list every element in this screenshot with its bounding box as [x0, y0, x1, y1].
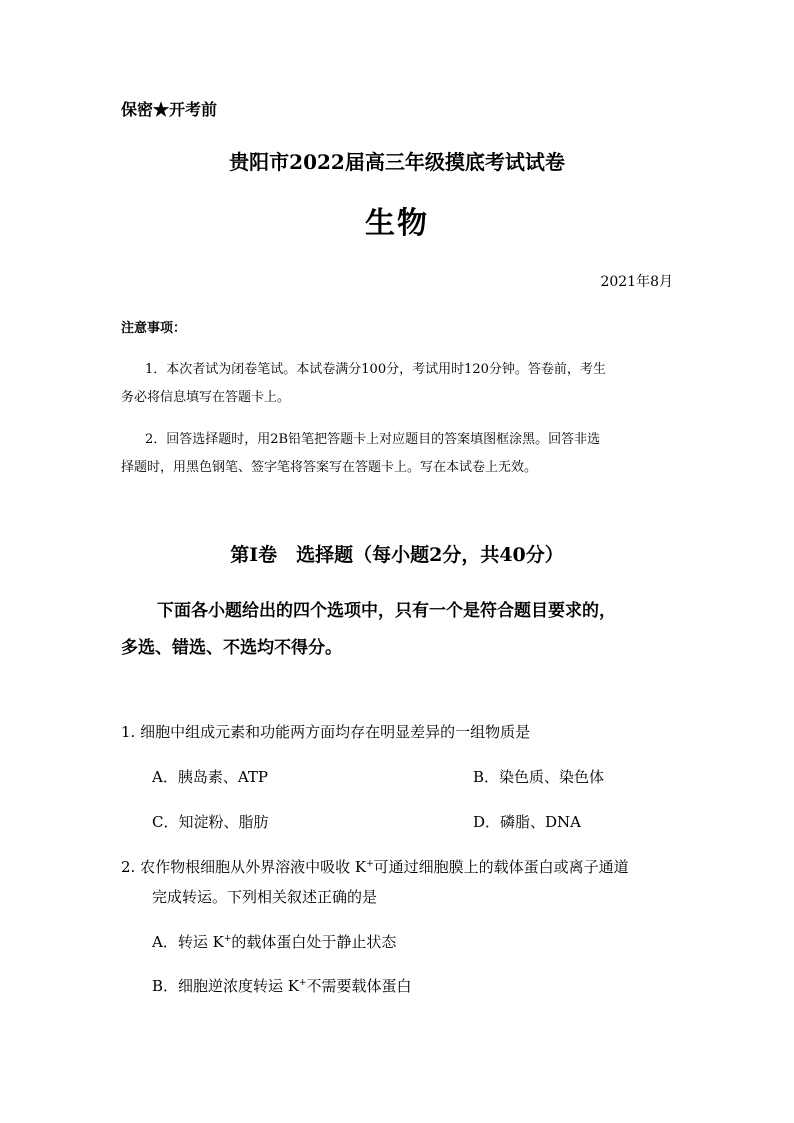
notice-item-2-line-2: 择题时，用黑色钢笔、签字笔将答案写在答题卡上。写在本试卷上无效。	[121, 460, 538, 475]
notice-item-2-line-1: 2．回答选择题时，用2B铅笔把答题卡上对应题目的答案填图框涂黑。回答非选	[145, 432, 601, 447]
subject-title: 生物	[365, 206, 429, 241]
question-2-stem-text: 2. 农作物根细胞从外界溶液中吸收 K	[121, 858, 367, 876]
section-title: 第I卷 选择题（每小题2分，共40分）	[230, 544, 564, 566]
confidential-label: 保密★开考前	[121, 100, 218, 119]
option-text-cont: 不需要载体蛋白	[306, 977, 412, 995]
question-1-option-b: B．染色质、染色体	[473, 768, 605, 786]
superscript-plus: +	[299, 978, 307, 988]
exam-date: 2021年8月	[600, 274, 673, 290]
exam-title: 贵阳市2022届高三年级摸底考试试卷	[229, 150, 565, 174]
question-2-option-b	[152, 975, 412, 996]
notice-item-1-line-1: 1．本次者试为闭卷笔试。本试卷满分100分，考试用时120分钟。答卷前，考生	[145, 362, 606, 377]
question-1-option-d: D．磷脂、DNA	[473, 813, 582, 831]
section-instruction-line-1: 下面各小题给出的四个选项中，只有一个是符合题目要求的，	[157, 601, 616, 621]
option-text-cont: 的载体蛋白处于静止状态	[231, 933, 397, 951]
question-1-option-c: C．知淀粉、脂肪	[152, 813, 269, 831]
notice-item-1-line-2: 务必将信息填写在答题卡上。	[121, 390, 291, 405]
notice-heading: 注意事项：	[121, 321, 187, 336]
question-2-stem-line-1	[121, 856, 629, 877]
superscript-plus: +	[223, 934, 232, 944]
question-2-stem-text-cont: 可通过细胞膜上的载体蛋白或离子通道	[373, 858, 629, 876]
section-instruction-line-2: 多选、错选、不选均不得分。	[121, 638, 342, 658]
question-1-stem: 1. 细胞中组成元素和功能两方面均存在明显差异的一组物质是	[121, 723, 531, 741]
question-1-option-a: A．胰岛素、ATP	[152, 768, 268, 786]
superscript-plus: +	[366, 859, 374, 869]
option-text: A．转运 K	[152, 933, 224, 951]
question-2-option-a	[152, 931, 396, 952]
question-2-stem-line-2: 完成转运。下列相关叙述正确的是	[152, 888, 378, 906]
option-text: B．细胞逆浓度转运 K	[152, 977, 299, 995]
